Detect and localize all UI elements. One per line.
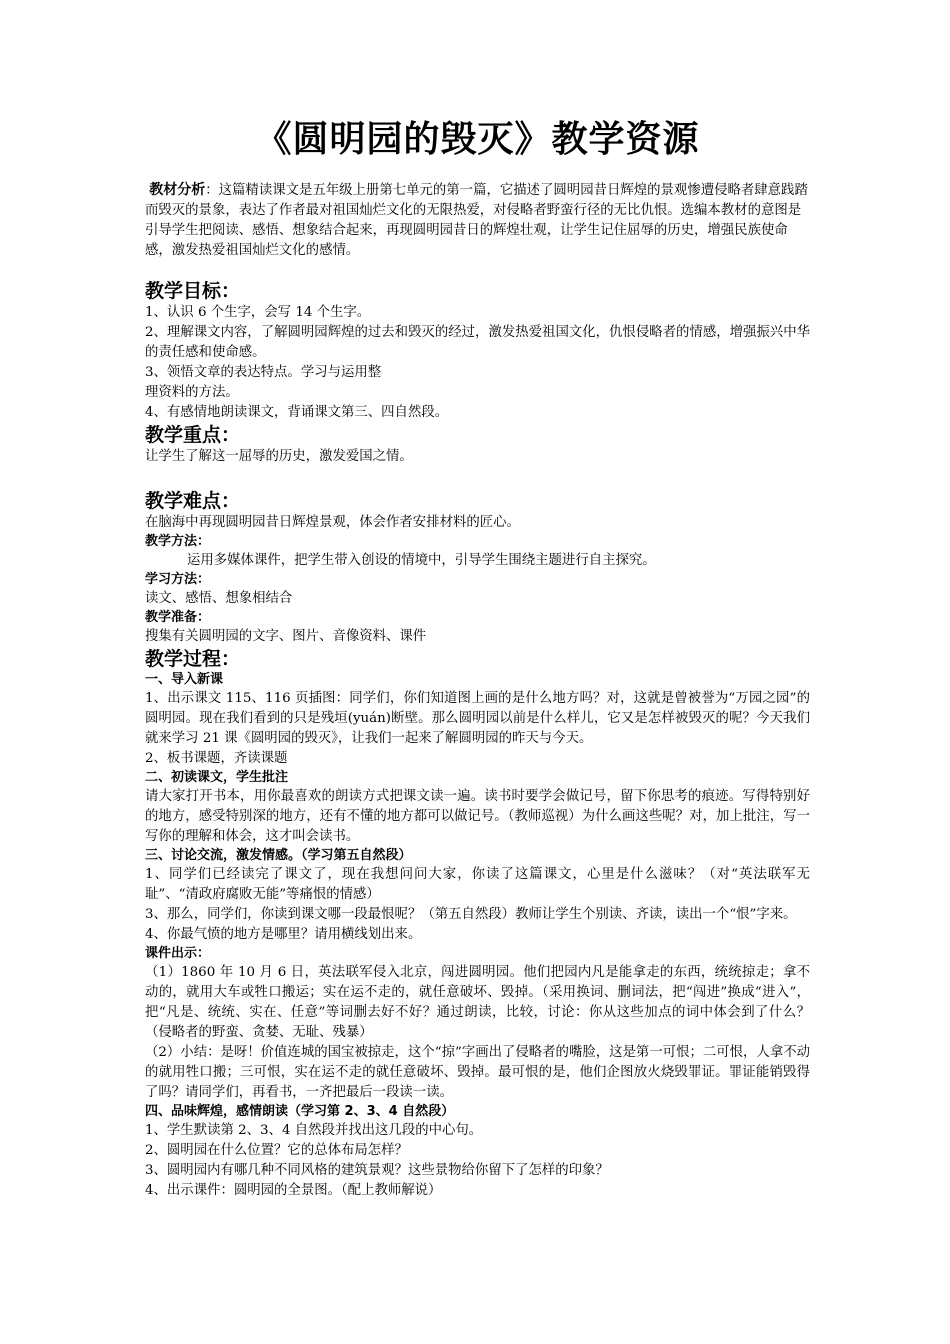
document-page — [145, 118, 810, 1201]
process-item: 4、出示课件：圆明园的全景图。（配上教师解说） — [145, 1183, 442, 1198]
section-heading: 一、导入新课 — [145, 672, 224, 687]
goals-heading: 教学目标： — [145, 280, 241, 302]
courseware-item: （1）1860 年 10 月 6 日，英法联军侵入北京，闯进圆明园。他们把园内凡是能拿走的东西，统统掠走；拿不动的，就用大车或牲口搬运；实在运不走的，就任意破坏、毁掉。（采用换词、删词法，把“闯进”换成“进入”，把“凡是、统统、实在、任意”等词删去好不好？通过朗读，比较，讨论：你从这些加点的词中体会到了什么？（侵略者的野蛮、贪婪、无耻、残暴） — [145, 965, 810, 1040]
process-item: 2、板书课题，齐读课题 — [145, 751, 288, 766]
process-item: 1、同学们已经读完了课文了，现在我想问问大家，你读了这篇课文，心里是什么滋味？（对“英法联军无耻”、“清政府腐败无能”等痛恨的情感） — [145, 867, 810, 902]
key-point-text: 让学生了解这一屈辱的历史，激发爱国之情。 — [145, 449, 413, 464]
learning-text: 读文、感悟、想象相结合 — [145, 591, 293, 606]
process-item: 2、圆明园在什么位置？它的总体布局怎样？ — [145, 1143, 408, 1158]
courseware-heading: 课件出示： — [145, 946, 211, 961]
process-item: 1、学生默读第 2、3、4 自然段并找出这几段的中心句。 — [145, 1123, 483, 1138]
prep-heading: 教学准备： — [145, 610, 211, 625]
section-heading: 二、初读课文，学生批注 — [145, 770, 289, 785]
section-heading: 三、讨论交流，激发情感。（学习第五自然段） — [145, 848, 412, 863]
method-heading: 教学方法： — [145, 534, 211, 549]
process-item: 请大家打开书本，用你最喜欢的朗读方式把课文读一遍。读书时要学会做记号，留下你思考的痕迹。写得特别好的地方，感受特别深的地方，还有不懂的地方都可以做记号。（教师巡视）为什么画这些呢？对，加上批注，写一写你的理解和体会，这才叫会读书。 — [145, 789, 810, 844]
process-item: 3、那么，同学们，你读到课文哪一段最恨呢？（第五自然段）教师让学生个别读、齐读，读出一个“恨”字来。 — [145, 907, 797, 922]
analysis-label: 教材分析 — [149, 182, 206, 198]
prep-text: 搜集有关圆明园的文字、图片、音像资料、课件 — [145, 629, 427, 644]
goal-item: 4、有感情地朗读课文，背诵课文第三、四自然段。 — [145, 405, 449, 420]
process-item: 3、圆明园内有哪几种不同风格的建筑景观？这些景物给你留下了怎样的印象？ — [145, 1163, 609, 1178]
difficulty-text: 在脑海中再现圆明园昔日辉煌景观，体会作者安排材料的匠心。 — [145, 515, 520, 530]
goal-item: 1、认识 6 个生字，会写 14 个生字。 — [145, 305, 371, 320]
goal-item: 3、领悟文章的表达特点。学习与运用整 — [145, 365, 382, 380]
material-analysis — [145, 180, 810, 261]
process-heading: 教学过程： — [145, 648, 241, 670]
learning-heading: 学习方法： — [145, 572, 211, 587]
process-item: 4、你最气愤的地方是哪里？请用横线划出来。 — [145, 927, 422, 942]
key-point-heading: 教学重点： — [145, 424, 241, 446]
analysis-text: ：这篇精读课文是五年级上册第七单元的第一篇，它描述了圆明园昔日辉煌的景观惨遭侵略者肆意践踏而毁灭的景象，表达了作者最对祖国灿烂文化的无限热爱，对侵略者野蛮行径的无比仇恨。选编本教材的意图是引导学生把阅读、感悟、想象结合起来，再现圆明园昔日的辉煌壮观，让学生记住屈辱的历史，增强民族使命感，激发热爱祖国灿烂文化的感情。 — [145, 183, 808, 258]
goal-item: 理资料的方法。 — [145, 385, 239, 400]
section-heading: 四、品味辉煌，感情朗读（学习第 2、3、4 自然段） — [145, 1104, 455, 1119]
process-item: 1、出示课文 115、116 页插图：同学们，你们知道图上画的是什么地方吗？对，这就是曾被誉为“万园之园”的圆明园。现在我们看到的只是残垣(yuán)断壁。那么圆明园以前是什么样儿，它又是怎样被毁灭的呢？今天我们就来学习 21 课《圆明园的毁灭》，让我们一起来了解圆明园的昨天与今天。 — [145, 691, 810, 746]
courseware-item: （2）小结：是呀！价值连城的国宝被掠走，这个“掠”字画出了侵略者的嘴脸，这是第一可恨；二可恨，人拿不动的就用牲口搬；三可恨，实在运不走的就任意破坏、毁掉。最可恨的是，他们企图放火烧毁罪证。罪证能销毁得了吗？请同学们，再看书，一齐把最后一段读一读。 — [145, 1045, 810, 1100]
goal-item: 2、理解课文内容，了解圆明园辉煌的过去和毁灭的经过，激发热爱祖国文化，仇恨侵略者的情感，增强振兴中华的责任感和使命感。 — [145, 325, 810, 360]
difficulty-heading: 教学难点： — [145, 490, 241, 512]
method-text: 运用多媒体课件，把学生带入创设的情境中，引导学生围绕主题进行自主探究。 — [187, 553, 656, 568]
document-title: 《圆明园的毁灭》教学资源 — [255, 119, 700, 160]
